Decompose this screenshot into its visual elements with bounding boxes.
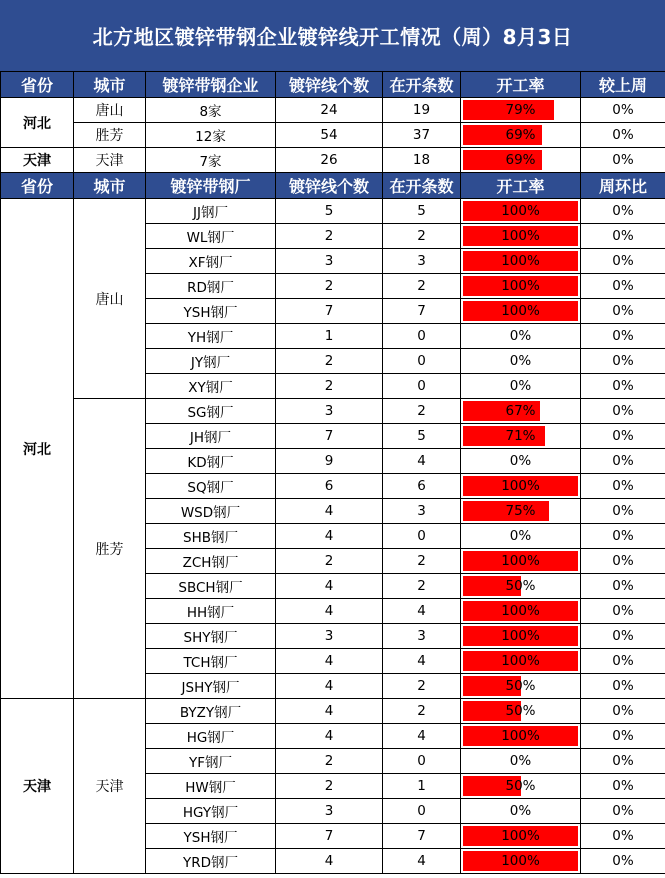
rate-bar-wrap <box>463 125 578 145</box>
week-change: 0% <box>581 449 665 474</box>
rate-value: 0% <box>509 453 532 469</box>
province-cell: 河北 <box>1 199 74 699</box>
line-count: 4 <box>276 649 383 674</box>
rate-value: 0% <box>509 378 532 394</box>
column-header: 开工率 <box>461 72 581 98</box>
rate-value: 100% <box>501 228 540 244</box>
rate-value: 75% <box>505 503 536 519</box>
week-change: 0% <box>581 199 665 224</box>
rate-cell <box>461 499 581 524</box>
rate-bar-wrap <box>463 201 578 221</box>
plant-name: HGY钢厂 <box>146 799 276 824</box>
rate-cell <box>461 749 581 774</box>
rate-bar-wrap <box>463 426 578 446</box>
line-count: 2 <box>276 224 383 249</box>
week-change: 0% <box>581 774 665 799</box>
city-cell: 胜芳 <box>74 399 146 699</box>
rate-cell <box>461 474 581 499</box>
rate-bar-wrap <box>463 701 578 721</box>
plant-name: XF钢厂 <box>146 249 276 274</box>
column-header: 在开条数 <box>383 72 461 98</box>
rate-cell <box>461 524 581 549</box>
rate-cell <box>461 824 581 849</box>
plant-name: SHY钢厂 <box>146 624 276 649</box>
running-count: 1 <box>383 774 461 799</box>
rate-cell <box>461 299 581 324</box>
rate-bar-wrap <box>463 726 578 746</box>
rate-bar-wrap <box>463 526 578 546</box>
line-count: 2 <box>276 349 383 374</box>
column-header: 镀锌带钢企业 <box>146 72 276 98</box>
line-count: 9 <box>276 449 383 474</box>
rate-cell <box>461 224 581 249</box>
rate-value: 0% <box>509 328 532 344</box>
rate-cell <box>461 549 581 574</box>
line-count: 2 <box>276 274 383 299</box>
week-change: 0% <box>581 799 665 824</box>
rate-cell <box>461 649 581 674</box>
line-count: 6 <box>276 474 383 499</box>
plant-name: ZCH钢厂 <box>146 549 276 574</box>
line-count: 4 <box>276 699 383 724</box>
city-cell: 天津 <box>74 148 146 173</box>
rate-value: 50% <box>505 678 536 694</box>
rate-bar-wrap <box>463 626 578 646</box>
rate-value: 67% <box>505 403 536 419</box>
rate-value: 0% <box>509 528 532 544</box>
week-change: 0% <box>581 224 665 249</box>
running-count: 0 <box>383 324 461 349</box>
week-change: 0% <box>581 549 665 574</box>
line-count: 4 <box>276 724 383 749</box>
enterprise-count: 8家 <box>146 98 276 123</box>
plant-row <box>1 399 665 424</box>
running-count: 4 <box>383 449 461 474</box>
line-count: 4 <box>276 499 383 524</box>
rate-bar-wrap <box>463 801 578 821</box>
summary-row <box>1 148 665 173</box>
rate-value: 0% <box>509 353 532 369</box>
column-header: 镀锌带钢厂 <box>146 173 276 199</box>
column-header: 城市 <box>74 173 146 199</box>
rate-bar-wrap <box>463 676 578 696</box>
week-change: 0% <box>581 749 665 774</box>
plant-name: JJ钢厂 <box>146 199 276 224</box>
plant-name: YH钢厂 <box>146 324 276 349</box>
running-count: 3 <box>383 249 461 274</box>
rate-bar-wrap <box>463 476 578 496</box>
running-count: 0 <box>383 374 461 399</box>
rate-value: 50% <box>505 703 536 719</box>
line-count: 26 <box>276 148 383 173</box>
rate-bar-wrap <box>463 751 578 771</box>
line-count: 3 <box>276 624 383 649</box>
running-count: 2 <box>383 549 461 574</box>
week-change: 0% <box>581 599 665 624</box>
running-count: 7 <box>383 299 461 324</box>
week-change: 0% <box>581 574 665 599</box>
line-count: 2 <box>276 549 383 574</box>
week-change: 0% <box>581 524 665 549</box>
rate-cell <box>461 249 581 274</box>
rate-value: 71% <box>505 428 536 444</box>
rate-cell <box>461 774 581 799</box>
column-header: 城市 <box>74 72 146 98</box>
city-cell: 胜芳 <box>74 123 146 148</box>
rate-value: 100% <box>501 253 540 269</box>
rate-bar-wrap <box>463 851 578 871</box>
running-count: 2 <box>383 674 461 699</box>
line-count: 7 <box>276 424 383 449</box>
rate-cell <box>461 624 581 649</box>
rate-value: 100% <box>501 628 540 644</box>
rate-value: 100% <box>501 828 540 844</box>
running-count: 2 <box>383 699 461 724</box>
plant-name: YSH钢厂 <box>146 824 276 849</box>
rate-value: 50% <box>505 778 536 794</box>
rate-cell <box>461 374 581 399</box>
rate-value: 50% <box>505 578 536 594</box>
column-header: 镀锌线个数 <box>276 72 383 98</box>
rate-bar-wrap <box>463 651 578 671</box>
line-count: 4 <box>276 524 383 549</box>
rate-bar-wrap <box>463 776 578 796</box>
plant-name: HW钢厂 <box>146 774 276 799</box>
rate-bar-wrap <box>463 301 578 321</box>
running-count: 5 <box>383 424 461 449</box>
rate-cell <box>461 199 581 224</box>
plant-name: RD钢厂 <box>146 274 276 299</box>
city-cell: 天津 <box>74 699 146 874</box>
plant-name: KD钢厂 <box>146 449 276 474</box>
plant-name: WSD钢厂 <box>146 499 276 524</box>
column-header: 周环比 <box>581 173 665 199</box>
plant-name: HH钢厂 <box>146 599 276 624</box>
plant-row <box>1 199 665 224</box>
rate-value: 100% <box>501 553 540 569</box>
week-change: 0% <box>581 649 665 674</box>
plant-name: YSH钢厂 <box>146 299 276 324</box>
week-change: 0% <box>581 123 665 148</box>
week-change: 0% <box>581 724 665 749</box>
rate-bar-wrap <box>463 251 578 271</box>
running-count: 3 <box>383 624 461 649</box>
running-count: 6 <box>383 474 461 499</box>
province-cell: 天津 <box>1 148 74 173</box>
city-cell: 唐山 <box>74 199 146 399</box>
rate-bar-wrap <box>463 100 578 120</box>
rate-cell <box>461 449 581 474</box>
plant-name: YRD钢厂 <box>146 849 276 874</box>
week-change: 0% <box>581 324 665 349</box>
rate-value: 0% <box>509 803 532 819</box>
rate-value: 69% <box>505 152 536 168</box>
rate-cell <box>461 674 581 699</box>
rate-cell <box>461 599 581 624</box>
line-count: 1 <box>276 324 383 349</box>
line-count: 4 <box>276 574 383 599</box>
city-cell: 唐山 <box>74 98 146 123</box>
data-table <box>0 71 665 874</box>
running-count: 0 <box>383 799 461 824</box>
running-count: 4 <box>383 724 461 749</box>
column-header: 较上周 <box>581 72 665 98</box>
column-header: 开工率 <box>461 173 581 199</box>
line-count: 2 <box>276 774 383 799</box>
rate-value: 100% <box>501 653 540 669</box>
plant-name: JY钢厂 <box>146 349 276 374</box>
rate-cell <box>461 699 581 724</box>
plant-name: SHB钢厂 <box>146 524 276 549</box>
running-count: 4 <box>383 849 461 874</box>
rate-value: 100% <box>501 853 540 869</box>
rate-bar-wrap <box>463 276 578 296</box>
rate-value: 100% <box>501 203 540 219</box>
running-count: 0 <box>383 524 461 549</box>
week-change: 0% <box>581 674 665 699</box>
running-count: 0 <box>383 749 461 774</box>
plant-name: JH钢厂 <box>146 424 276 449</box>
line-count: 7 <box>276 824 383 849</box>
rate-bar-wrap <box>463 226 578 246</box>
rate-bar-wrap <box>463 401 578 421</box>
plant-name: YF钢厂 <box>146 749 276 774</box>
line-count: 5 <box>276 199 383 224</box>
running-count: 0 <box>383 349 461 374</box>
rate-bar-wrap <box>463 551 578 571</box>
column-header: 镀锌线个数 <box>276 173 383 199</box>
rate-bar-wrap <box>463 601 578 621</box>
week-change: 0% <box>581 499 665 524</box>
rate-bar-wrap <box>463 501 578 521</box>
running-count: 18 <box>383 148 461 173</box>
province-cell: 河北 <box>1 98 74 148</box>
column-header: 在开条数 <box>383 173 461 199</box>
rate-bar-wrap <box>463 150 578 170</box>
running-count: 5 <box>383 199 461 224</box>
running-count: 2 <box>383 574 461 599</box>
line-count: 3 <box>276 799 383 824</box>
rate-cell <box>461 274 581 299</box>
plant-name: SQ钢厂 <box>146 474 276 499</box>
week-change: 0% <box>581 349 665 374</box>
rate-cell <box>461 849 581 874</box>
running-count: 7 <box>383 824 461 849</box>
rate-bar-wrap <box>463 376 578 396</box>
plant-name: TCH钢厂 <box>146 649 276 674</box>
rate-value: 79% <box>505 102 536 118</box>
plant-row <box>1 699 665 724</box>
line-count: 3 <box>276 399 383 424</box>
line-count: 3 <box>276 249 383 274</box>
enterprise-count: 7家 <box>146 148 276 173</box>
rate-bar-wrap <box>463 576 578 596</box>
column-header: 省份 <box>1 173 74 199</box>
week-change: 0% <box>581 424 665 449</box>
plant-name: WL钢厂 <box>146 224 276 249</box>
rate-bar-wrap <box>463 326 578 346</box>
plant-name: JSHY钢厂 <box>146 674 276 699</box>
line-count: 2 <box>276 749 383 774</box>
plant-name: BYZY钢厂 <box>146 699 276 724</box>
plant-name: HG钢厂 <box>146 724 276 749</box>
week-change: 0% <box>581 98 665 123</box>
rate-cell <box>461 724 581 749</box>
header-row <box>1 72 665 98</box>
plant-name: XY钢厂 <box>146 374 276 399</box>
summary-row <box>1 123 665 148</box>
running-count: 4 <box>383 649 461 674</box>
header-row <box>1 173 665 199</box>
plant-name: SBCH钢厂 <box>146 574 276 599</box>
rate-value: 100% <box>501 728 540 744</box>
week-change: 0% <box>581 474 665 499</box>
line-count: 54 <box>276 123 383 148</box>
week-change: 0% <box>581 399 665 424</box>
line-count: 4 <box>276 599 383 624</box>
running-count: 2 <box>383 224 461 249</box>
rate-value: 100% <box>501 303 540 319</box>
rate-bar-wrap <box>463 826 578 846</box>
rate-cell <box>461 424 581 449</box>
week-change: 0% <box>581 699 665 724</box>
rate-value: 69% <box>505 127 536 143</box>
rate-cell <box>461 98 581 123</box>
week-change: 0% <box>581 299 665 324</box>
rate-cell <box>461 123 581 148</box>
week-change: 0% <box>581 849 665 874</box>
line-count: 2 <box>276 374 383 399</box>
rate-cell <box>461 324 581 349</box>
week-change: 0% <box>581 148 665 173</box>
week-change: 0% <box>581 274 665 299</box>
rate-value: 0% <box>509 753 532 769</box>
rate-cell <box>461 349 581 374</box>
rate-bar-wrap <box>463 451 578 471</box>
line-count: 7 <box>276 299 383 324</box>
week-change: 0% <box>581 624 665 649</box>
line-count: 4 <box>276 849 383 874</box>
running-count: 37 <box>383 123 461 148</box>
running-count: 4 <box>383 599 461 624</box>
summary-row <box>1 98 665 123</box>
rate-cell <box>461 148 581 173</box>
line-count: 24 <box>276 98 383 123</box>
rate-cell <box>461 799 581 824</box>
rate-cell <box>461 574 581 599</box>
column-header: 省份 <box>1 72 74 98</box>
week-change: 0% <box>581 249 665 274</box>
rate-value: 100% <box>501 603 540 619</box>
rate-value: 100% <box>501 478 540 494</box>
rate-cell <box>461 399 581 424</box>
week-change: 0% <box>581 824 665 849</box>
rate-value: 100% <box>501 278 540 294</box>
running-count: 19 <box>383 98 461 123</box>
line-count: 4 <box>276 674 383 699</box>
rate-bar-wrap <box>463 351 578 371</box>
running-count: 2 <box>383 399 461 424</box>
province-cell: 天津 <box>1 699 74 874</box>
running-count: 3 <box>383 499 461 524</box>
running-count: 2 <box>383 274 461 299</box>
enterprise-count: 12家 <box>146 123 276 148</box>
week-change: 0% <box>581 374 665 399</box>
plant-name: SG钢厂 <box>146 399 276 424</box>
report-title: 北方地区镀锌带钢企业镀锌线开工情况（周）8月3日 <box>0 0 665 71</box>
